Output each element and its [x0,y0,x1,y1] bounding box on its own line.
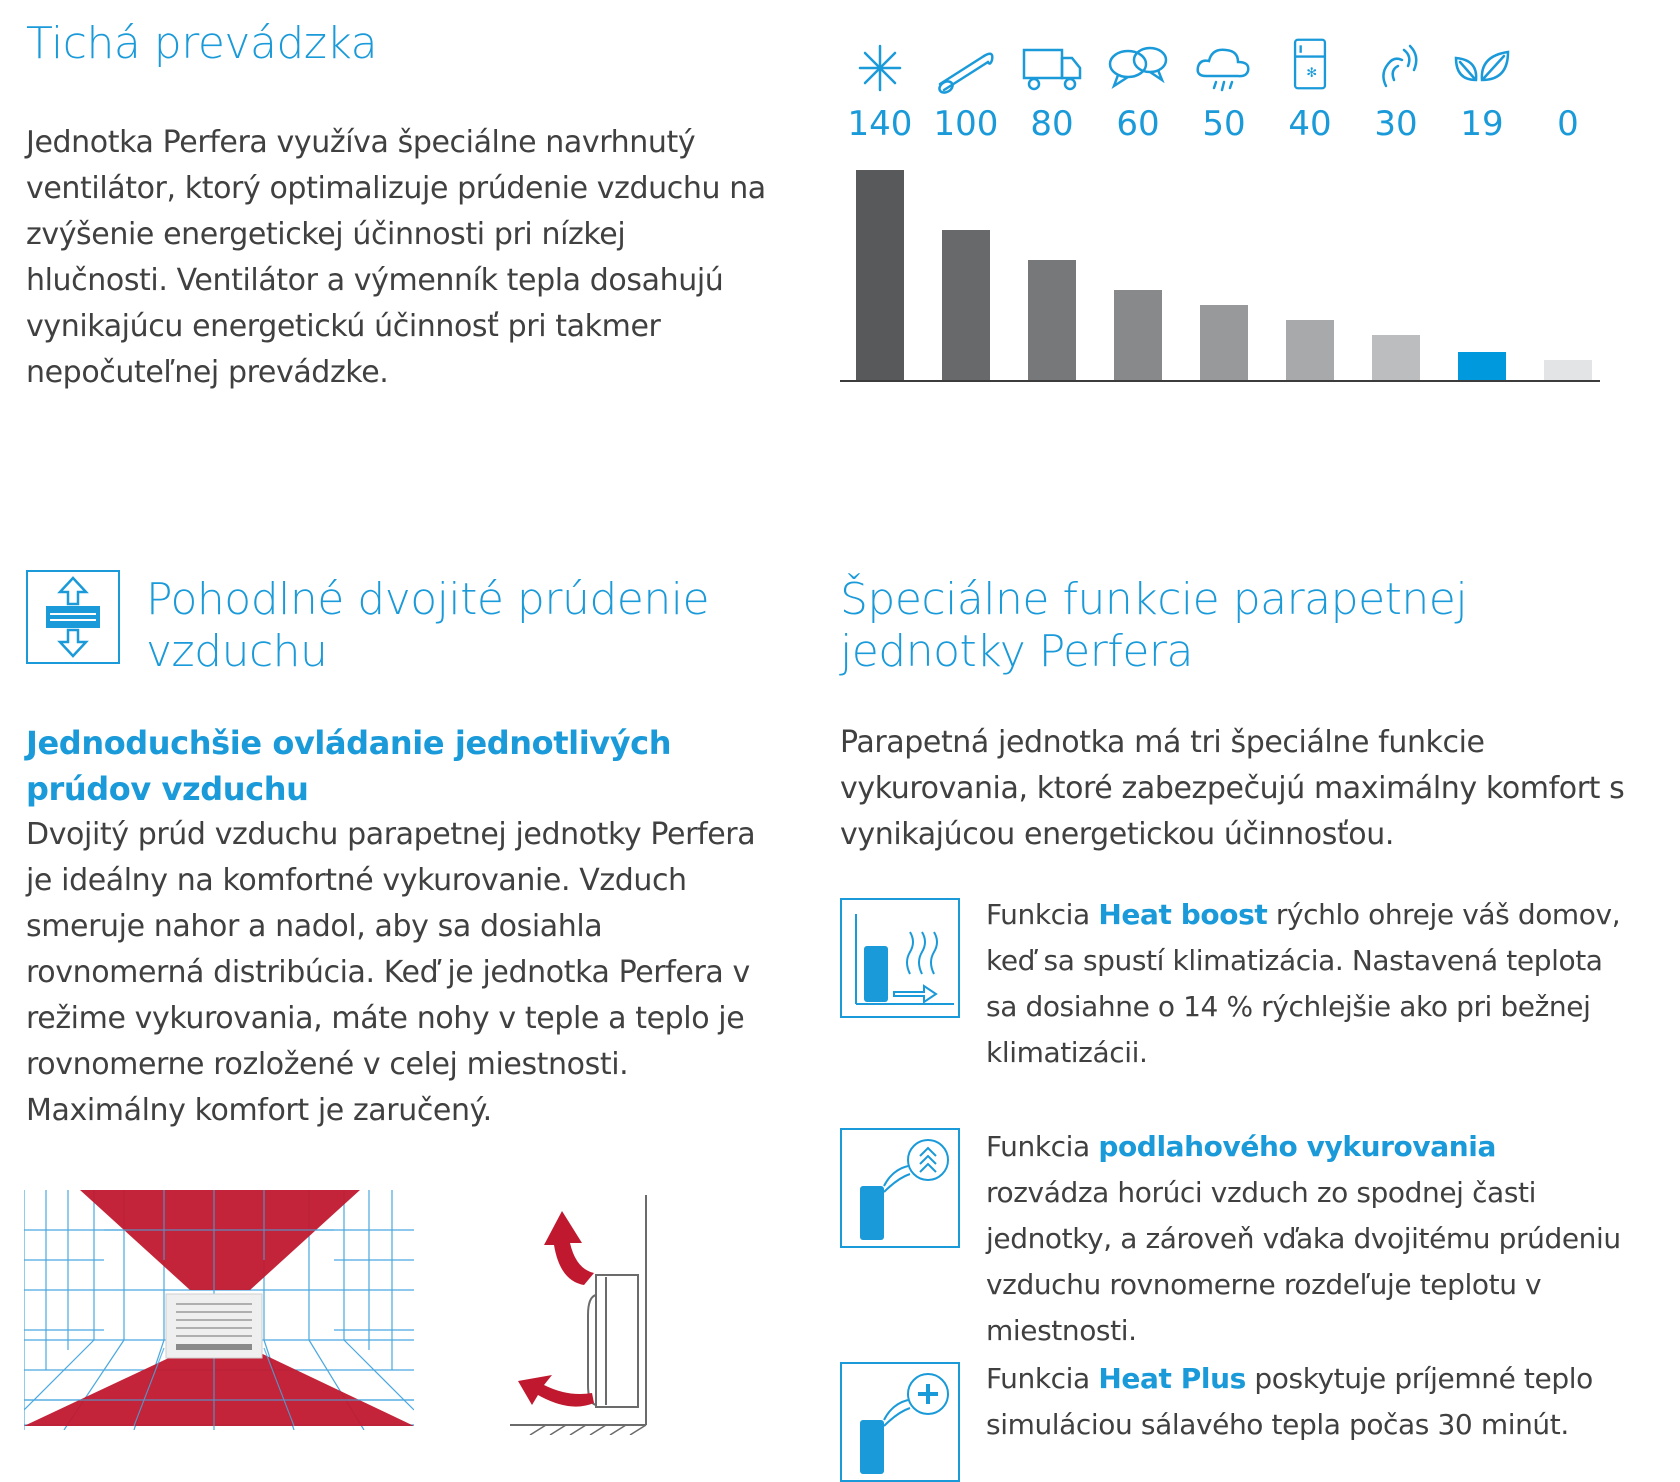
chart-baseline [840,380,1600,382]
chart-bar [1458,352,1506,381]
special-title: Špeciálne funkcie parapetnej jednotky Perfera [840,574,1468,677]
special-intro: Parapetná jednotka má tri špeciálne funkcie vykurovania, ktoré zabezpečujú maximálny komfort s vynikajúcou energetickou účinnosťou. [840,725,1625,852]
chart-bar [942,230,990,380]
feature-floor-heating-highlight: podlahového vykurovania [1098,1130,1496,1163]
chart-bar [1544,360,1592,380]
feature-heat-plus-text: Funkcia Heat Plus poskytuje príjemné teplo simuláciou sálavého tepla počas 30 minút. [986,1362,1593,1441]
chart-value-label: 40 [1288,104,1332,144]
firework-icon [848,40,912,96]
chart-bar [1028,260,1076,380]
fridge-icon [1278,36,1342,92]
chart-value-label: 30 [1374,104,1418,144]
dual-paragraph: Dvojitý prúd vzduchu parapetnej jednotky Perfera je ideálny na komfortné vykurovanie. Vzduch smeruje nahor a nadol, aby sa dosiahla rovnomerná distribúcia. Keď je jednotka Perfera v režime vykurovania, máte nohy v teple a teplo je rovnomerne rozložené v celej miestnosti. Maximálny komfort je zaručený. [26,817,756,1128]
chart-bar [1286,320,1334,380]
truck-icon [1020,40,1084,96]
speech-bubbles-icon [1106,40,1170,96]
quiet-title: Tichá prevádzka [26,18,378,69]
noise-chart [840,30,1620,400]
quiet-paragraph: Jednotka Perfera využíva špeciálne navrhnutý ventilátor, ktorý optimalizuje prúdenie vzduchu na zvýšenie energetickej účinnosti pri nízkej hlučnosti. Ventilátor a výmenník tepla dosahujú vynikajúcu energetickú účinnosť pri takmer nepočuteľnej prevádzke. [26,125,766,390]
dual-airflow-icon [26,570,120,664]
rain-cloud-icon [1192,40,1256,96]
chart-value-label: 60 [1116,104,1160,144]
chart-value-label: 100 [933,104,999,144]
whisper-icon [1364,40,1428,96]
feature-heat-boost-highlight: Heat boost [1098,898,1268,931]
chart-value-label: 140 [847,104,913,144]
chart-value-label: 80 [1030,104,1074,144]
feature-floor-heating-text: Funkcia podlahového vykurovania rozvádza horúci vzduch zo spodnej časti jednotky, a zároveň vďaka dvojitému prúdeniu vzduchu rovnomerne rozdeľuje teplotu v miestnosti. [986,1130,1621,1347]
floor-heating-icon [840,1128,960,1248]
heat-boost-icon [840,898,960,1018]
feature-heat-plus-highlight: Heat Plus [1098,1362,1246,1395]
unit-side-illustration [510,1185,720,1435]
chart-value-label: 19 [1460,104,1504,144]
chart-value-label: 50 [1202,104,1246,144]
svg-text:✻: ✻ [1306,66,1318,82]
room-airflow-illustration [24,1180,414,1430]
chart-bar [1114,290,1162,380]
chart-bar [856,170,904,380]
dual-subtitle: Jednoduchšie ovládanie jednotlivých prúdov vzduchu [26,724,672,808]
trombone-icon [934,40,998,96]
chart-bar [1372,335,1420,380]
chart-value-label: 0 [1557,104,1579,144]
chart-bar [1200,305,1248,380]
dual-title: Pohodlné dvojité prúdenie vzduchu [146,574,710,677]
feature-heat-boost-text: Funkcia Heat boost rýchlo ohreje váš domov, keď sa spustí klimatizácia. Nastavená teplota sa dosiahne o 14 % rýchlejšie ako pri bežnej klimatizácii. [986,898,1621,1069]
leaves-icon [1450,40,1514,96]
heat-plus-icon [840,1362,960,1482]
